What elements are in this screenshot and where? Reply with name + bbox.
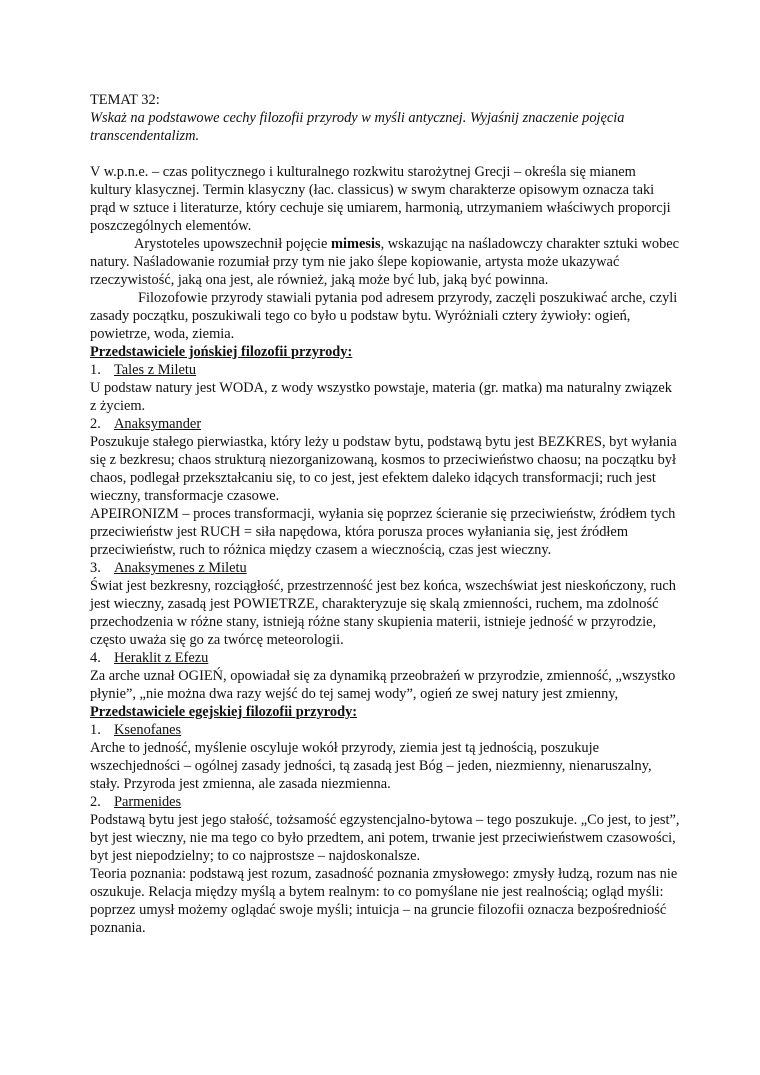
philosopher-name: Anaksymenes z Miletu [114,560,247,576]
spacer [90,145,680,163]
intro-paragraph-3: Filozofowie przyrody stawiali pytania pod adresem przyrody, zaczęli poszukiwać arche, czyli zasady początku, poszukiwali tego co było u podstaw bytu. Wyróżniali cztery żywioły: ogień, powietrze, woda, ziemia. [90,290,678,342]
intro-p2-after: , wskazując na naśladowczy charakter sztuki wobec natury. Naśladowanie rozumiał przy tym nie jako ślepe kopiowanie, artysta może ukazywać rzeczywistość, jaką ona jest, ale również, jaką może być lub, jaką być powinna. [90,236,680,288]
intro-p2-before: Arystoteles upowszechnił pojęcie [134,236,332,252]
topic-title: TEMAT 32: [90,92,160,108]
item-paragraph: Teoria poznania: podstawą jest rozum, zasadność poznania zmysłowego: zmysły łudzą, rozum nas nie oszukuje. Relacja między myślą a bytem realnym: to co pomyślane nie jest realnością; ogląd myśli: poprzez umysł możemy oglądać swoje myśli; intuicja – na gruncie filozofii oznacza bezpośredniość poznania. [90,866,678,936]
item-paragraph: Świat jest bezkresny, rozciągłość, przestrzenność jest bez końca, wszechświat jest nieskończony, ruch jest wieczny, zasadą jest POWIETRZE, charakteryzuje się skalą zmienności, ruchem, ma zdolność przechodzenia w różne stany, istnieją różne stany skupienia materii, istnieje jedność w przyrodzie, często uważa się go za twórcę meteorologii. [90,578,676,648]
item-number: 1. [90,362,101,378]
item-number: 2. [90,416,101,432]
mimesis-term: mimesis [331,236,381,252]
section-heading-ionian: Przedstawiciele jońskiej filozofii przyrody: [90,344,353,360]
list-item-heading [90,415,680,433]
section-heading-eleatic: Przedstawiciele egejskiej filozofii przyrody: [90,704,358,720]
item-number: 4. [90,650,101,666]
item-paragraph: Podstawą bytu jest jego stałość, tożsamość egzystencjalno-bytowa – tego poszukuje. „Co jest, to jest”, byt jest wieczny, nie ma tego co było przedtem, ani potem, trwanie jest przeciwieństwem czasowości, byt jest niepodzielny; to co najprostsze – najdoskonalsze. [90,812,680,864]
item-paragraph: Za arche uznał OGIEŃ, opowiadał się za dynamiką przeobrażeń w przyrodzie, zmienność, „wszystko płynie”, „nie można dwa razy wejść do tej samej wody”, ogień ze swej natury jest zmienny, [90,668,676,702]
list-item-heading [90,649,680,667]
topic-question: Wskaż na podstawowe cechy filozofii przyrody w myśli antycznej. Wyjaśnij znaczenie pojęcia transcendentalizm. [90,110,625,144]
item-number: 1. [90,722,101,738]
philosopher-name: Anaksymander [114,416,202,432]
list-item-heading [90,361,680,379]
philosopher-name: Heraklit z Efezu [114,650,209,666]
philosopher-name: Parmenides [114,794,182,810]
list-item-heading [90,793,680,811]
philosopher-name: Tales z Miletu [114,362,197,378]
intro-paragraph-2 [90,235,680,289]
item-number: 2. [90,794,101,810]
item-paragraph: Arche to jedność, myślenie oscyluje wokół przyrody, ziemia jest tą jednością, poszukuje wszechjedności – ogólnej zasady jedności, tą zasadą jest Bóg – jeden, niezmienny, nienaruszalny, stały. Przyroda jest zmienna, ale zasada niezmienna. [90,740,652,792]
list-item-heading [90,721,680,739]
item-paragraph: Poszukuje stałego pierwiastka, który leży u podstaw bytu, podstawą bytu jest BEZKRES, byt wyłania się z bezkresu; chaos strukturą niezorganizowaną, kosmos to przeciwieństwo chaosu; na początku był chaos, podlegał przekształcaniu się, to co jest, jest efektem daleko idących transformacji; ruch jest wieczny, transformacje czasowe. [90,434,677,504]
list-item-heading [90,559,680,577]
intro-paragraph-1: V w.p.n.e. – czas politycznego i kulturalnego rozkwitu starożytnej Grecji – określa się mianem kultury klasycznej. Termin klasyczny (łac. classicus) w swym charakterze opisowym oznacza taki prąd w sztuce i literaturze, który cechuje się umiarem, harmonią, utrzymaniem właściwych proporcji poszczególnych elementów. [90,164,671,234]
item-paragraph: APEIRONIZM – proces transformacji, wyłania się poprzez ścieranie się przeciwieństw, źródłem tych przeciwieństw jest RUCH = siła napędowa, która porusza proces wyłaniania się, jest źródłem przeciwieństw, ruch to różnica między czasem a wiecznością, czas jest wieczny. [90,506,676,558]
philosopher-name: Ksenofanes [114,722,182,738]
item-number: 3. [90,560,101,576]
item-paragraph: U podstaw natury jest WODA, z wody wszystko powstaje, materia (gr. matka) ma naturalny związek z życiem. [90,380,672,414]
document-page [90,91,680,937]
